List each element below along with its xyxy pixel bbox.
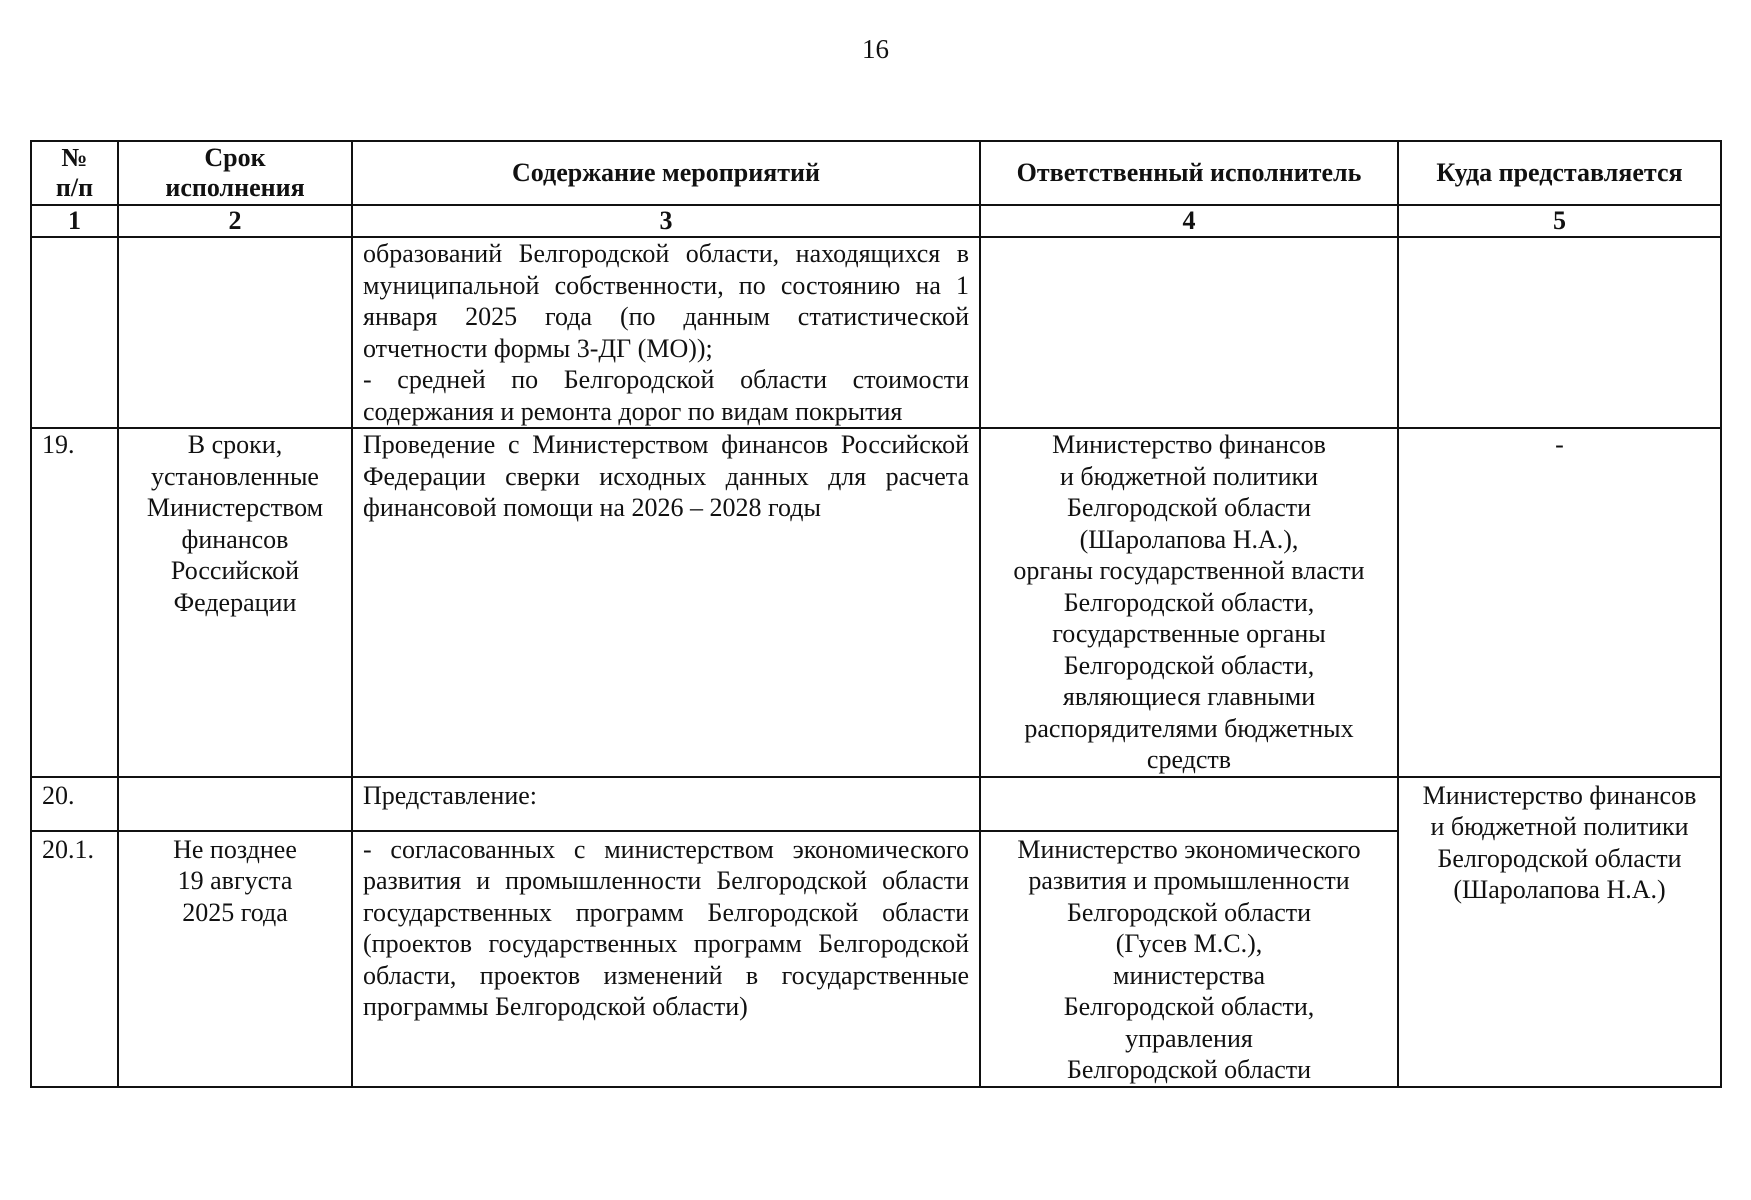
row-responsible xyxy=(980,777,1398,831)
column-number: 5 xyxy=(1398,205,1721,237)
column-number: 3 xyxy=(352,205,980,237)
column-number-row xyxy=(31,205,1721,237)
column-number: 1 xyxy=(31,205,118,237)
row-deadline xyxy=(118,777,352,831)
row-content: Представление: xyxy=(352,777,980,831)
row-number: 20.1. xyxy=(31,831,118,1087)
row-number: 19. xyxy=(31,428,118,777)
row-content: - согласованных с министерством экономического развития и промышленности Белгородской области государственных программ Белгородской области (проектов государственных программ Белгородской области, проектов изменений в государственные программы Белгородской области) xyxy=(352,831,980,1087)
header-number: № п/п xyxy=(31,141,118,205)
page-number: 16 xyxy=(862,34,889,64)
row-number xyxy=(31,237,118,428)
column-number: 4 xyxy=(980,205,1398,237)
header-row xyxy=(31,141,1721,205)
row-destination xyxy=(1398,237,1721,428)
row-number: 20. xyxy=(31,777,118,831)
row-deadline: В сроки, установленные Министерством финансов Российской Федерации xyxy=(118,428,352,777)
row-deadline xyxy=(118,237,352,428)
row-responsible xyxy=(980,237,1398,428)
events-table xyxy=(30,140,1722,1088)
row-destination: - xyxy=(1398,428,1721,777)
table-row xyxy=(31,777,1721,831)
header-destination: Куда представляется xyxy=(1398,141,1721,205)
row-destination: Министерство финансов и бюджетной политики Белгородской области (Шаролапова Н.А.) xyxy=(1398,777,1721,1087)
table-row xyxy=(31,237,1721,428)
column-number: 2 xyxy=(118,205,352,237)
row-content: образований Белгородской области, находящихся в муниципальной собственности, по состоянию на 1 января 2025 года (по данным статистической отчетности формы 3-ДГ (МО)); - средней по Белгородской области стоимости содержания и ремонта дорог по видам покрытия xyxy=(352,237,980,428)
row-deadline: Не позднее 19 августа 2025 года xyxy=(118,831,352,1087)
row-content: Проведение с Министерством финансов Российской Федерации сверки исходных данных для расчета финансовой помощи на 2026 – 2028 годы xyxy=(352,428,980,777)
row-responsible: Министерство экономического развития и промышленности Белгородской области (Гусев М.С.), министерства Белгородской области, управления Белгородской области xyxy=(980,831,1398,1087)
header-content: Содержание мероприятий xyxy=(352,141,980,205)
header-responsible: Ответственный исполнитель xyxy=(980,141,1398,205)
table-row xyxy=(31,428,1721,777)
header-deadline: Срок исполнения xyxy=(118,141,352,205)
row-responsible: Министерство финансов и бюджетной политики Белгородской области (Шаролапова Н.А.), органы государственной власти Белгородской области, государственные органы Белгородской области, являющиеся главными распорядителями бюджетных средств xyxy=(980,428,1398,777)
